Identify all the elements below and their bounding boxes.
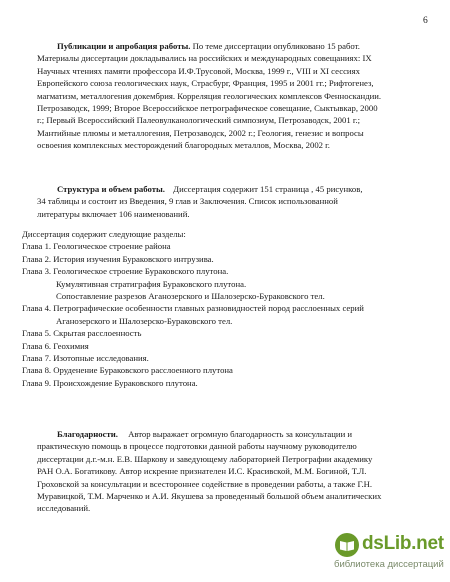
- structure-line: 34 таблицы и состоит из Введения, 9 глав и Заключения. Список использованной: [37, 196, 338, 207]
- chapter-item: Глава 7. Изотопные исследования.: [22, 353, 149, 364]
- publications-line: магматизм, металлогения докембрия. Корреляция геологических комплексов Фенноскандии.: [37, 90, 382, 101]
- watermark-brand: dsLib.net: [362, 533, 444, 554]
- publications-line: Европейского союза геологических наук, Страсбург, Франция, 1995 и 2001 гг.; Рифтогенез,: [37, 78, 374, 89]
- chapter-subitem: Кумулятивная стратиграфия Бураковского плутона.: [56, 278, 247, 289]
- acknowledgments-line: практическую помощь в процессе подготовки данной работы научному руководителю: [37, 441, 357, 452]
- publications-line: Материалы диссертации докладывались на российских и международных совещаниях: IX: [37, 53, 372, 64]
- chapter-item: Глава 9. Происхождение Бураковского плутона.: [22, 377, 198, 388]
- chapter-subitem: Сопоставление разрезов Аганозерского и Шалозерско-Бураковского тел.: [56, 291, 325, 302]
- structure-heading: Структура и объем работы.: [57, 184, 165, 194]
- chapter-item: Глава 4. Петрографические особенности главных разновидностей пород расслоенных серий: [22, 303, 364, 314]
- acknowledgments-line: исследований.: [37, 503, 91, 514]
- structure-section: [37, 183, 415, 220]
- contents-list: [22, 228, 422, 389]
- acknowledgments-first-line: [37, 428, 415, 440]
- acknowledgments-line: Гроховской за консультации и всестороннее содействие в проведении работы, а также Г.Н.: [37, 478, 373, 489]
- book-icon: [334, 532, 360, 558]
- chapter-subitem: Аганозерского и Шалозерско-Бураковского тел.: [56, 315, 233, 326]
- publications-section: [37, 40, 415, 152]
- acknowledgments-heading: Благодарности.: [57, 429, 118, 439]
- chapter-item: Глава 6. Геохимия: [22, 340, 89, 351]
- dslib-watermark[interactable]: [330, 532, 448, 578]
- chapter-item: Глава 3. Геологическое строение Бураковского плутона.: [22, 266, 229, 277]
- acknowledgments-line: РАН О.А. Богатикову. Автор искренне признателен И.С. Красивской, М.М. Богиной, Т.Л.: [37, 466, 367, 477]
- acknowledgments-section: [37, 428, 415, 515]
- page-number: 6: [423, 16, 428, 26]
- chapter-item: Глава 8. Оруденение Бураковского расслоенного плутона: [22, 365, 233, 376]
- publications-line: освоения комплексных месторождений благородных металлов, Москва, 2002 г.: [37, 140, 330, 151]
- publications-line: Мантийные плюмы и металлогения, Петрозаводск, 2002 г.; Геология, генезис и вопросы: [37, 127, 364, 138]
- publications-line: г.; Первый Всероссийский Палеовулканологический симпозиум, Петрозаводск, 2001 г.;: [37, 115, 361, 126]
- chapter-item: Глава 5. Скрытая расслоенность: [22, 328, 142, 339]
- acknowledgments-line: Автор выражает огромную благодарность за консультации и: [128, 429, 353, 439]
- publications-first-line: [37, 40, 415, 52]
- publications-heading: Публикации и апробация работы.: [57, 41, 191, 51]
- acknowledgments-line: Муравицкой, Т.М. Марченко и А.И. Якушева за проведенный большой объем аналитических: [37, 491, 382, 502]
- watermark-tagline: библиотека диссертаций: [334, 559, 444, 570]
- structure-line: литературы включает 106 наименований.: [37, 208, 190, 219]
- chapter-item: Глава 1. Геологическое строение района: [22, 241, 171, 252]
- publications-line: По теме диссертации опубликовано 15 работ.: [192, 41, 360, 51]
- chapter-item: Глава 2. История изучения Бураковского интрузива.: [22, 253, 214, 264]
- acknowledgments-line: диссертации д.г.-м.н. Е.В. Шаркову и заведующему лабораторией Петрографии академику: [37, 453, 373, 464]
- structure-first-line: [37, 183, 415, 195]
- publications-line: Научных чтениях памяти профессора И.Ф.Трусовой, Москва, 1999 г., VIII и XI сессиях: [37, 65, 360, 76]
- contents-intro: Диссертация содержит следующие разделы:: [22, 229, 186, 239]
- structure-line: Диссертация содержит 151 страница , 45 рисунков,: [173, 184, 363, 194]
- publications-line: Петрозаводск, 1999; Второе Всероссийское петрографическое совещание, Сыктывкар, 2000: [37, 103, 378, 114]
